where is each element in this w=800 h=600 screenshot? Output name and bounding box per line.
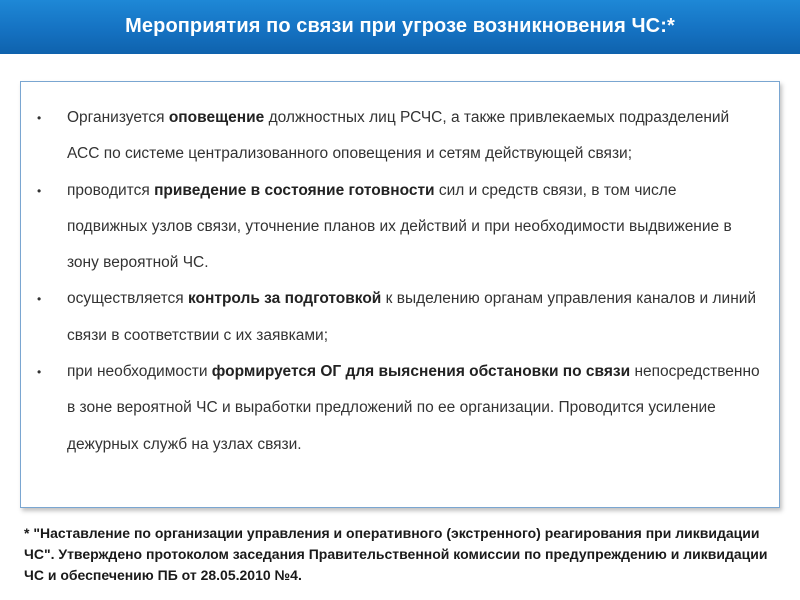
bullet-text-bold: оповещение xyxy=(168,109,265,126)
bullet-text-post: непосредственно в зоне вероятной ЧС и выработки предложений по ее организации. Проводится усиление дежурных служб на узлах связи. xyxy=(67,363,760,453)
bullet-item-4 xyxy=(31,354,761,463)
bullet-list xyxy=(31,100,761,463)
bullet-text-bold: приведение в состояние готовности xyxy=(154,181,435,199)
bullet-text-pre: проводится xyxy=(67,181,155,199)
bullet-item-2 xyxy=(31,173,761,282)
slide-title: Мероприятия по связи при угрозе возникновения ЧС:* xyxy=(0,0,800,54)
bullet-marker: • xyxy=(37,365,42,380)
content-box xyxy=(20,81,780,508)
bullet-item-3 xyxy=(31,281,761,354)
bullet-marker: • xyxy=(37,111,42,125)
bullet-text-pre: осуществляется xyxy=(67,290,188,308)
bullet-text-bold: формируется ОГ для выяснения обстановки по связи xyxy=(211,363,631,381)
bullet-text-pre: при необходимости xyxy=(67,363,212,381)
bullet-text-post: сил и средств связи, в том числе подвижных узлов связи, уточнение планов их действий и при необходимости выдвижение в зону вероятной ЧС. xyxy=(67,181,732,272)
bullet-item-1 xyxy=(31,100,761,173)
bullet-text-bold: контроль за подготовкой xyxy=(187,290,382,308)
bullet-text-post: к выделению органам управления каналов и линий связи в соответствии с их заявками; xyxy=(67,290,757,344)
footnote: * "Наставление по организации управления и оперативного (экстренного) реагирования при ликвидации ЧС". Утверждено протоколом заседания Правительственной комиссии по предупреждению и ликвидации ЧС и обеспечению ПБ от 28.05.2010 №4. xyxy=(24,525,768,583)
bullet-text-pre: Организуется xyxy=(67,109,169,126)
bullet-marker: • xyxy=(37,183,42,198)
bullet-text-post: должностных лиц РСЧС, а также привлекаемых подразделений АСС по системе централизованного оповещения и сетям действующей связи; xyxy=(67,109,730,163)
bullet-marker: • xyxy=(37,292,42,307)
